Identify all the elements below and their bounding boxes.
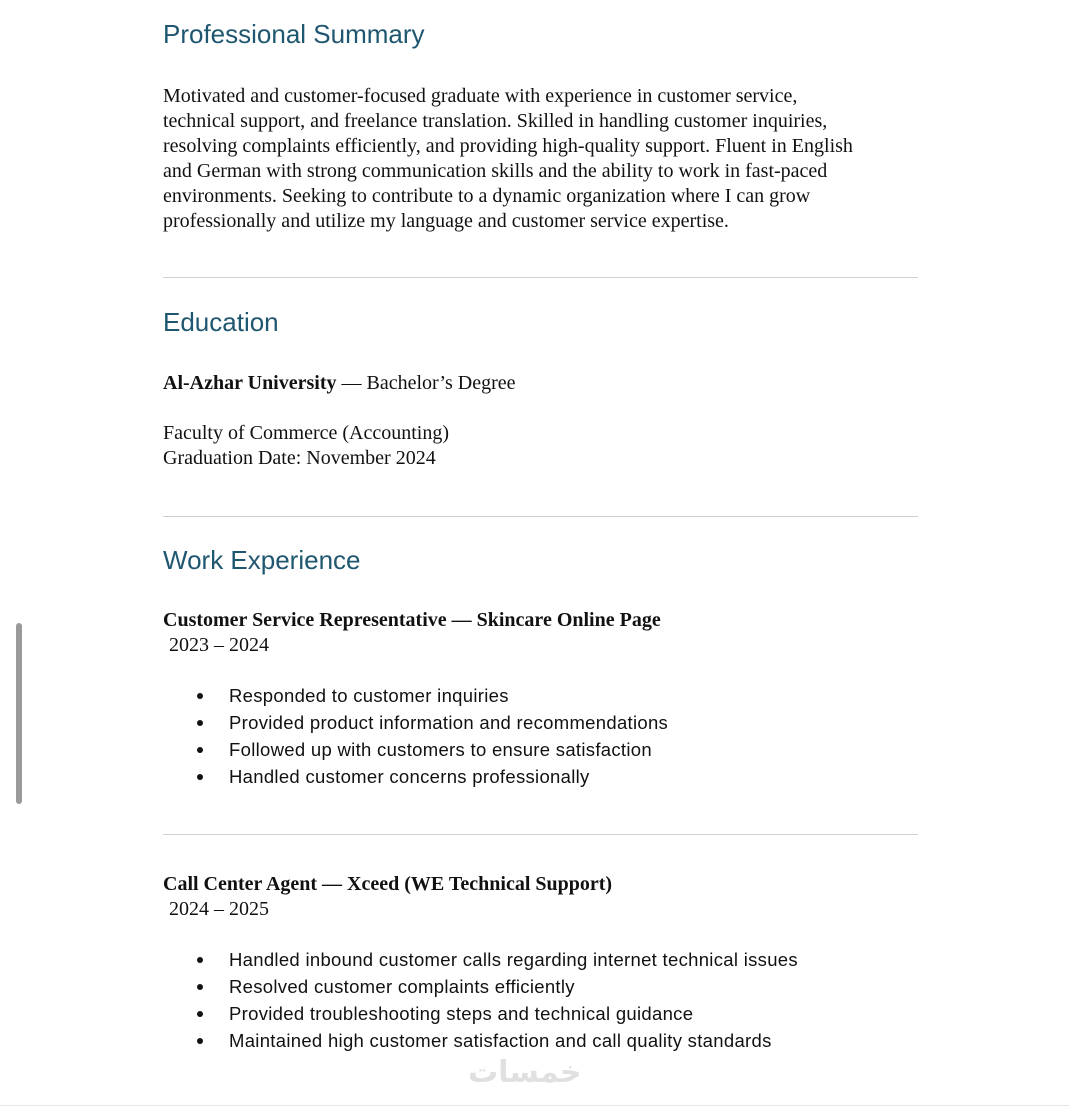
job-bullets xyxy=(163,682,668,790)
list-item: Handled inbound customer calls regarding internet technical issues xyxy=(163,946,798,973)
section-heading-work: Work Experience xyxy=(163,545,361,575)
list-item: Maintained high customer satisfaction and call quality standards xyxy=(163,1027,798,1054)
summary-line: professionally and utilize my language and customer service expertise. xyxy=(163,210,729,232)
education-graduation: Graduation Date: November 2024 xyxy=(163,447,436,469)
list-item: Handled customer concerns professionally xyxy=(163,763,668,790)
job-bullets xyxy=(163,946,798,1054)
job-title: Customer Service Representative — Skincare Online Page xyxy=(163,609,661,631)
education-faculty: Faculty of Commerce (Accounting) xyxy=(163,422,450,444)
list-item: Followed up with customers to ensure satisfaction xyxy=(163,736,668,763)
section-heading-education: Education xyxy=(163,307,279,337)
list-item: Provided product information and recommendations xyxy=(163,709,668,736)
job-title: Call Center Agent — Xceed (WE Technical Support) xyxy=(163,873,613,895)
summary-line: resolving complaints efficiently, and providing high-quality support. Fluent in English xyxy=(163,135,853,157)
summary-line: Motivated and customer-focused graduate with experience in customer service, xyxy=(163,85,798,107)
bottom-border xyxy=(0,1105,1069,1106)
section-heading-summary: Professional Summary xyxy=(163,19,425,49)
divider xyxy=(163,277,918,278)
scrollbar[interactable] xyxy=(16,623,22,804)
summary-line: technical support, and freelance translation. Skilled in handling customer inquiries, xyxy=(163,110,828,132)
divider xyxy=(163,516,918,517)
summary-line: environments. Seeking to contribute to a dynamic organization where I can grow xyxy=(163,185,811,207)
job-dates: 2024 – 2025 xyxy=(169,898,269,920)
list-item: Provided troubleshooting steps and technical guidance xyxy=(163,1000,798,1027)
summary-line: and German with strong communication skills and the ability to work in fast-paced xyxy=(163,160,828,182)
education-school-line xyxy=(163,371,516,396)
divider xyxy=(163,834,918,835)
job-dates: 2023 – 2024 xyxy=(169,634,269,656)
watermark-logo: خمسات xyxy=(468,1055,582,1090)
list-item: Resolved customer complaints efficiently xyxy=(163,973,798,1000)
school-name: Al-Azhar University xyxy=(163,372,337,394)
summary-paragraph xyxy=(163,84,853,234)
degree: — Bachelor’s Degree xyxy=(336,372,516,394)
list-item: Responded to customer inquiries xyxy=(163,682,668,709)
